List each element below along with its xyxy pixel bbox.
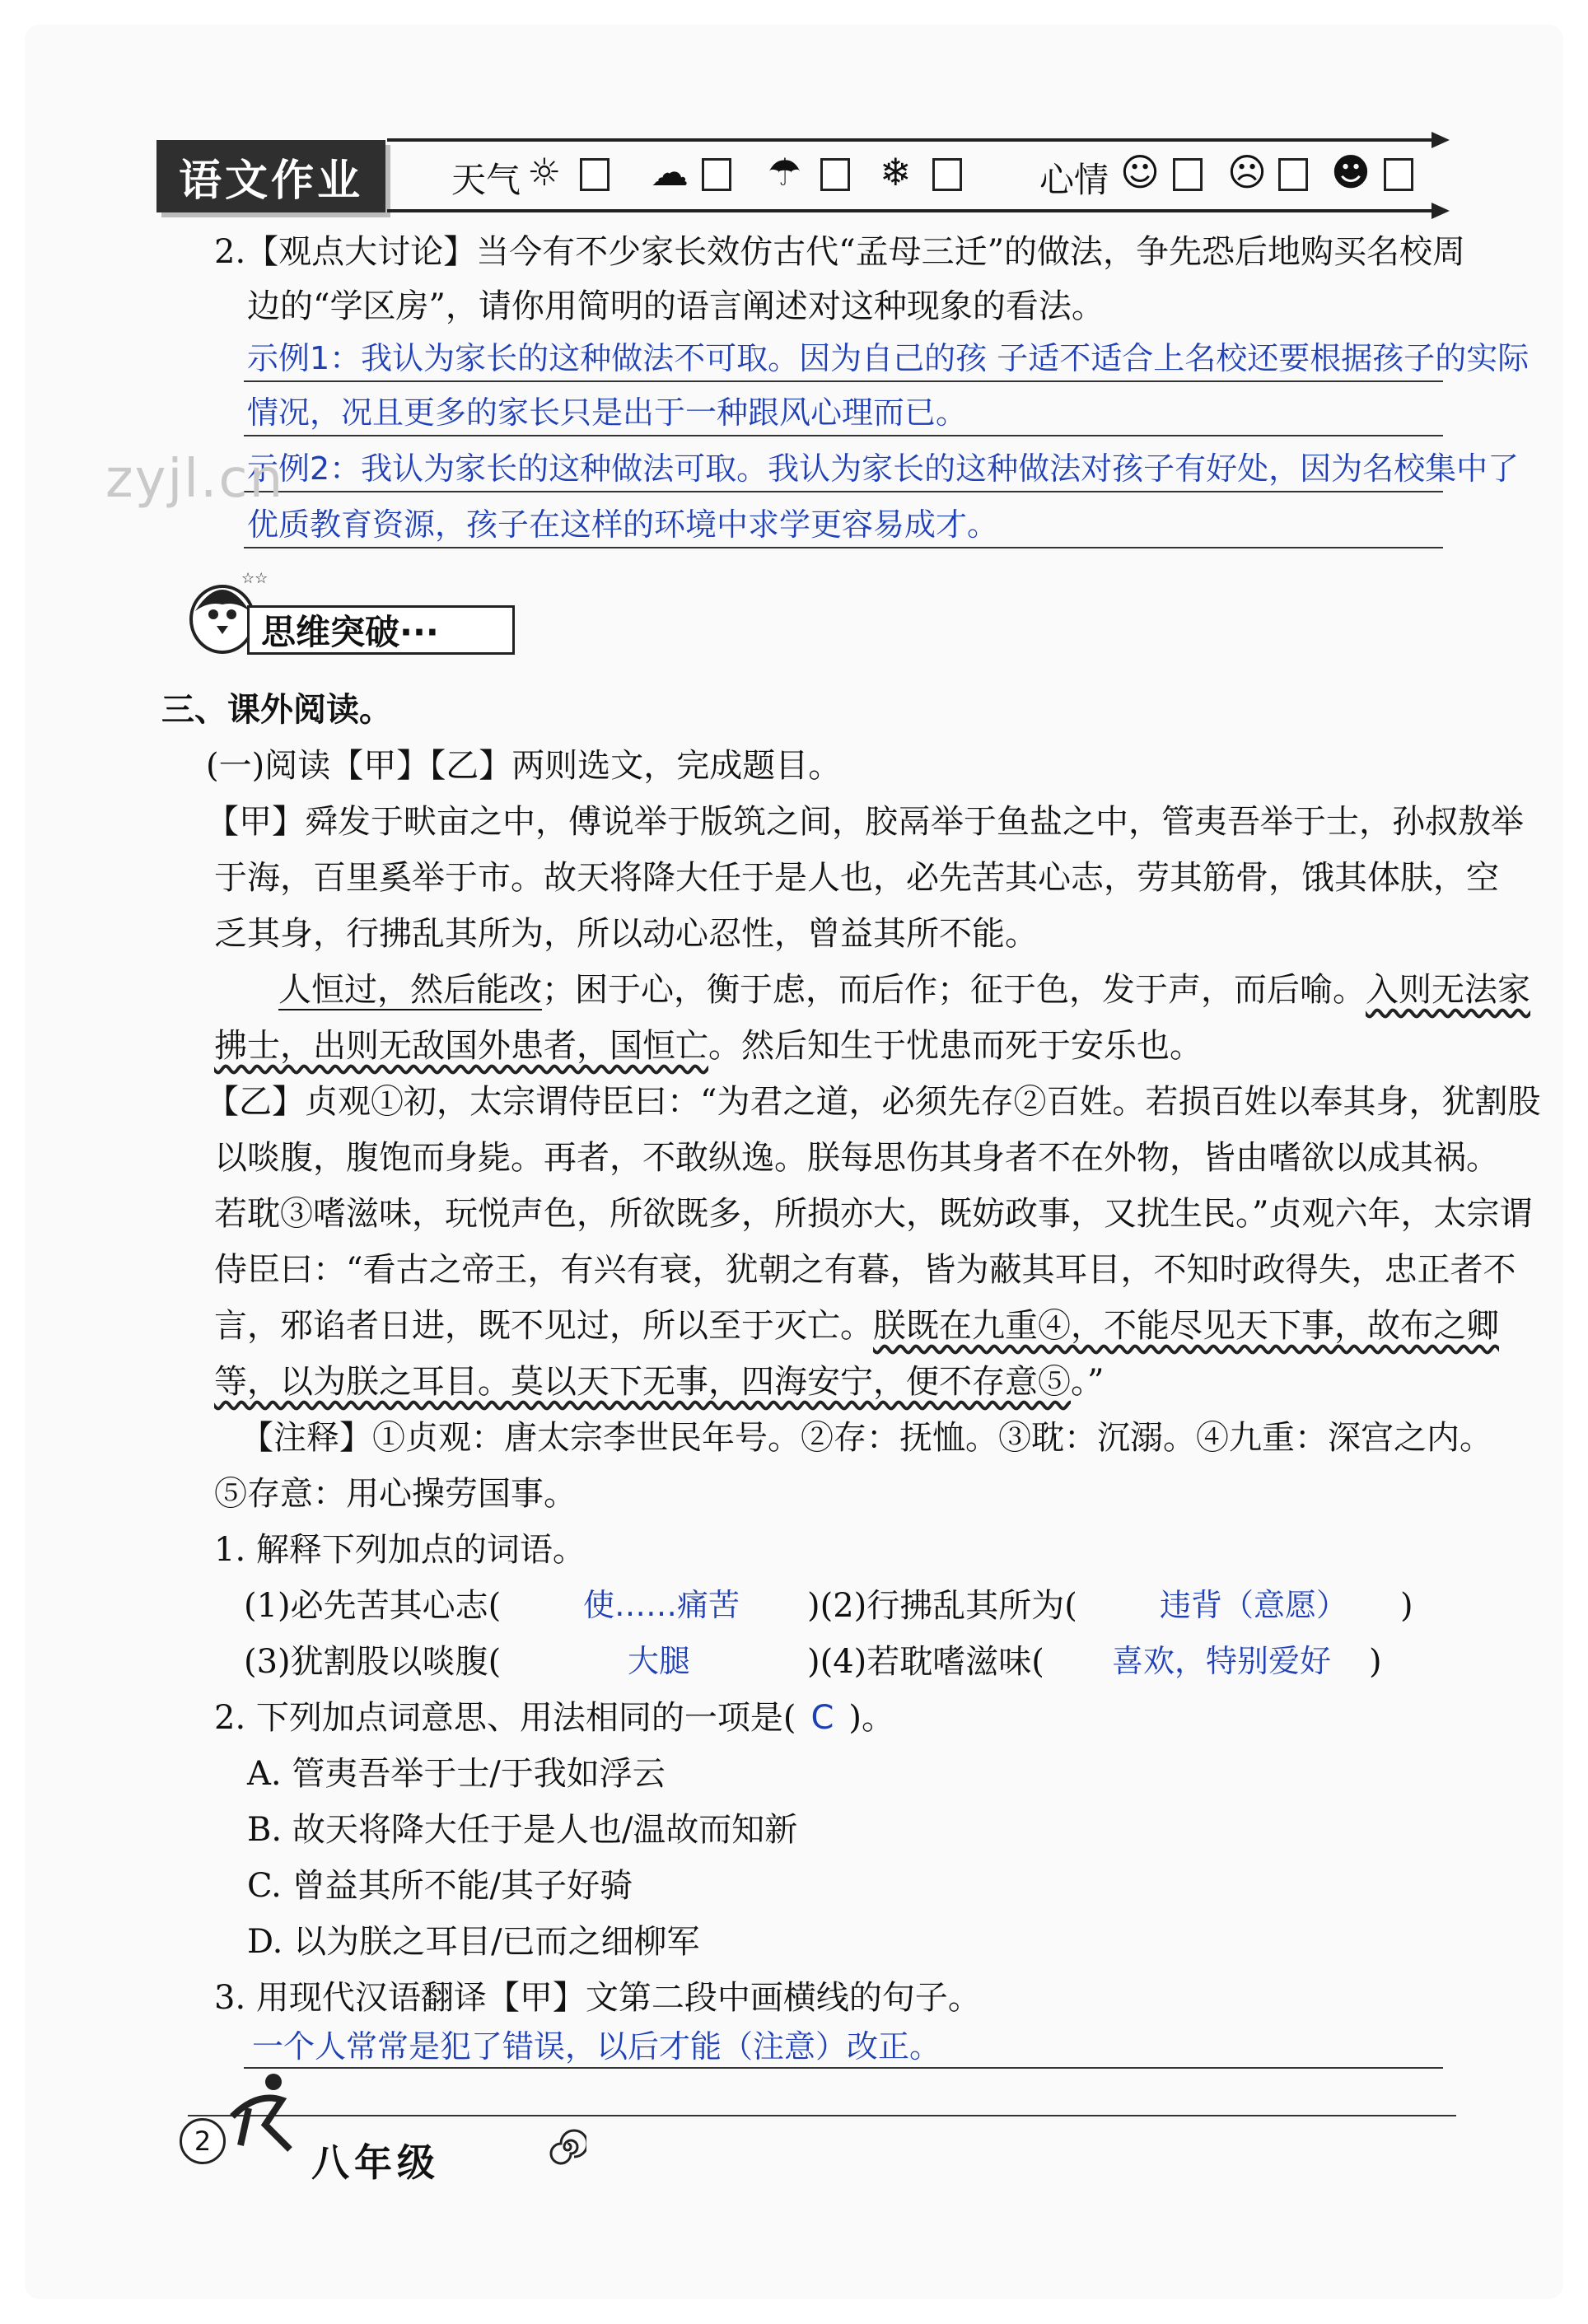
runner-icon: [216, 2067, 306, 2158]
question1-item1-answer: 使……痛苦: [583, 1587, 740, 1623]
mood-checkbox-sad[interactable]: [1278, 158, 1308, 191]
passage-yi-line2: 以啖腹，腹饱而身毙。再者，不敢纵逸。朕每思伤其身者不在外物，皆由嗜欲以成其祸。: [214, 1139, 1499, 1177]
question1-item4-answer: 喜欢，特别爱好: [1112, 1643, 1332, 1679]
option-d: D. 以为朕之耳目/已而之细柳军: [247, 1923, 700, 1961]
answer-example2-line2: 优质教育资源，孩子在这样的环境中求学更容易成才。: [247, 506, 999, 543]
answer-rule: [244, 2067, 1443, 2069]
weather-checkbox-snow[interactable]: [932, 158, 962, 191]
passage-yi-line4: 侍臣曰：“看古之帝王，有兴有衰，犹朝之有暮，皆为蔽其耳目，不知时政得失，忠正者不: [214, 1251, 1516, 1289]
header-rule-bottom: [387, 209, 1433, 212]
weather-label: 天气: [451, 160, 521, 200]
option-a: A. 管夷吾举于士/于我如浮云: [247, 1755, 666, 1793]
question3: 3. 用现代汉语翻译【甲】文第二段中画横线的句子。: [214, 1979, 981, 2017]
snow-icon: ❄: [880, 150, 912, 194]
subject-title: 语文作业: [156, 140, 385, 212]
close-paren: ): [1369, 1643, 1382, 1681]
grin-icon: ☻: [1331, 150, 1371, 194]
answer-rule: [244, 491, 1443, 492]
answer-example1-line2: 情况，况且更多的家长只是出于一种跟风心理而已。: [247, 394, 968, 431]
part3-title: 三、课外阅读。: [161, 690, 392, 729]
question2-end: )。: [848, 1699, 895, 1737]
passage-text: 言，邪谄者日进，既不见过，所以至于灭亡。: [214, 1307, 873, 1345]
close-paren: ): [1400, 1587, 1413, 1625]
question1-item4: )(4)若耽嗜滋味(: [807, 1643, 1044, 1681]
question1-item2: )(2)行拂乱其所为(: [807, 1587, 1077, 1625]
watermark: zyjl.cn: [105, 449, 285, 510]
annotation-line2: ⑤存意：用心操劳国事。: [214, 1475, 577, 1513]
sad-icon: ☹: [1227, 150, 1267, 194]
grade-label: 八年级: [311, 2140, 440, 2185]
weather-checkbox-sunny[interactable]: [580, 158, 610, 191]
answer-rule: [244, 547, 1443, 548]
option-b: B. 故天将降大任于是人也/温故而知新: [247, 1811, 798, 1849]
wavy-underlined-sentence: 拂士，出则无敌国外患者，国恒亡: [214, 1027, 708, 1065]
rain-icon: ☂: [768, 150, 802, 194]
part3-intro: (一)阅读【甲】【乙】两则选文，完成题目。: [206, 747, 842, 785]
passage-jia-line2: 于海，百里奚举于市。故天将降大任于是人也，必先苦其心志，劳其筋骨，饿其体肤，空: [214, 859, 1499, 897]
section-banner-thinking-breakthrough: 思维突破···: [247, 605, 515, 655]
page-number: 2: [180, 2118, 226, 2164]
mood-checkbox-happy[interactable]: [1173, 158, 1203, 191]
header-rule-top: [387, 138, 1433, 142]
cloud-icon: ☁: [651, 150, 689, 194]
mood-label: 心情: [1039, 160, 1109, 200]
question3-answer: 一个人常常是犯了错误，以后才能（注意）改正。: [252, 2028, 941, 2065]
arrow-icon: [1432, 132, 1450, 148]
passage-yi-line3: 若耽③嗜滋味，玩悦声色，所欲既多，所损亦大，既妨政事，又扰生民。”贞观六年，太宗谓: [214, 1195, 1533, 1233]
question1-item3: (3)犹割股以啖腹(: [244, 1643, 502, 1681]
discussion-question-line2: 边的“学区房”，请你用简明的语言阐述对这种现象的看法。: [247, 287, 1105, 325]
footer-rule: [188, 2115, 1456, 2116]
weather-checkbox-rain[interactable]: [820, 158, 850, 191]
answer-example1-line1: 示例1：我认为家长的这种做法不可取。因为自己的孩 子适不适合上名校还要根据孩子的实际: [247, 340, 1530, 376]
passage-text: ；困于心，衡于虑，而后作；征于色，发于声，而后喻。: [542, 971, 1366, 1009]
question1: 1. 解释下列加点的词语。: [214, 1531, 586, 1569]
question1-item1: (1)必先苦其心志(: [244, 1587, 502, 1625]
passage-text: 。然后知生于忧患而死于安乐也。: [708, 1027, 1203, 1065]
annotation-line1: 【注释】①贞观：唐太宗李世民年号。②存：抚恤。③耽：沉溺。④九重：深宫之内。: [241, 1419, 1492, 1457]
arrow-icon: [1432, 203, 1450, 219]
passage-yi-line1: 【乙】贞观①初，太宗谓侍臣曰：“为君之道，必须先存②百姓。若损百姓以奉其身，犹割股: [206, 1083, 1541, 1121]
svg-text:☆☆: ☆☆: [241, 570, 268, 587]
spiral-icon: [549, 2128, 586, 2166]
passage-jia-line3: 乏其身，行拂乱其所为，所以动心忍性，曾益其所不能。: [214, 915, 1038, 953]
question1-item3-answer: 大腿: [628, 1643, 691, 1679]
answer-rule: [244, 380, 1443, 382]
discussion-question-line1: 2.【观点大讨论】当今有不少家长效仿古代“孟母三迁”的做法，争先恐后地购买名校周: [214, 233, 1466, 271]
wavy-underlined-sentence: 朕既在九重④，不能尽见天下事，故布之卿: [873, 1307, 1499, 1345]
sun-icon: ☼: [527, 150, 562, 194]
option-c: C. 曾益其所不能/其子好骑: [247, 1867, 633, 1905]
passage-text: 。”: [1071, 1363, 1105, 1401]
question2-answer: C: [810, 1699, 834, 1737]
answer-example2-line1: 示例2：我认为家长的这种做法可取。我认为家长的这种做法对孩子有好处，因为名校集中了: [247, 450, 1520, 487]
smile-icon: ☺: [1120, 150, 1160, 194]
underlined-sentence: 人恒过，然后能改: [278, 971, 542, 1009]
wavy-underlined-sentence: 入则无法家: [1366, 971, 1530, 1009]
question2: 2. 下列加点词意思、用法相同的一项是(: [214, 1699, 796, 1737]
answer-rule: [244, 435, 1443, 436]
question1-item2-answer: 违背（意愿）: [1160, 1587, 1348, 1623]
wavy-underlined-sentence: 等，以为朕之耳目。莫以天下无事，四海安宁，便不存意⑤: [214, 1363, 1071, 1401]
mood-checkbox-grin[interactable]: [1384, 158, 1413, 191]
weather-checkbox-cloudy[interactable]: [702, 158, 731, 191]
passage-jia-line1: 【甲】舜发于畎亩之中，傅说举于版筑之间，胶鬲举于鱼盐之中，管夷吾举于士，孙叔敖举: [206, 803, 1524, 841]
